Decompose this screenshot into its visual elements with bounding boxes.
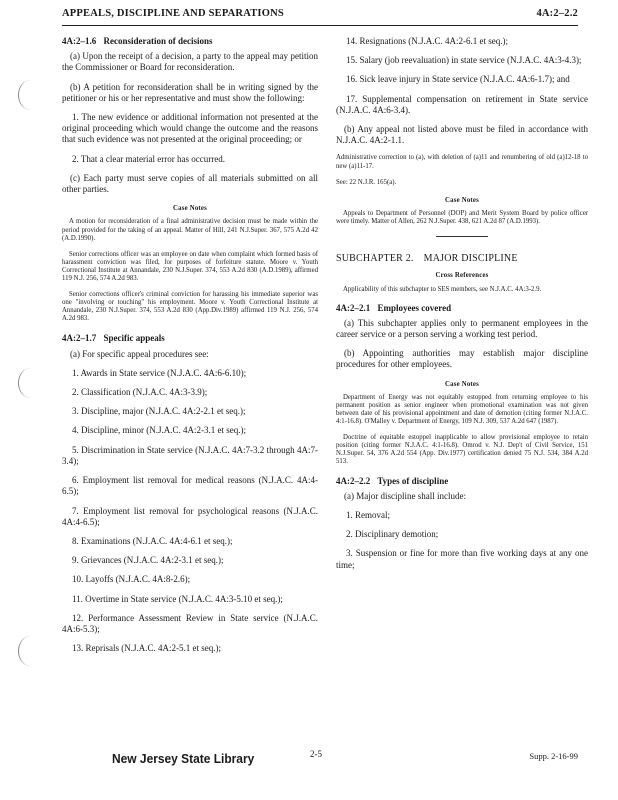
section-divider <box>436 236 488 237</box>
section-title: Employees covered <box>377 302 452 313</box>
list-item: 7. Employment list removal for psychological reasons (N.J.A.C. 4A:4-6.5); <box>62 505 318 527</box>
punch-hole-mark <box>18 80 43 110</box>
section-heading <box>62 333 318 344</box>
paragraph: (c) Each party must serve copies of all materials submitted on all other parties. <box>62 172 318 195</box>
section-title: Specific appeals <box>103 333 165 344</box>
case-notes-title: Case Notes <box>445 380 479 388</box>
case-note: Senior corrections officer was an employee on date when complaint which formed basis of harassment conviction was filed, for purposes of forfeiture statute. Moore v. Youth Correctional Institute at Annandale, 230 N.J.Super. 374, 553 A.2d 830 (A.D.1989), affirmed 119 N.J. 256, 574 A.2d 983. <box>62 250 318 282</box>
paragraph: (b) Appointing authorities may establish major discipline procedures for other employees. <box>336 348 588 370</box>
case-note: A motion for reconsideration of a final administrative decision must be made within the period provided for the taking of an appeal. Matter of Hill, 241 N.J.Super. 367, 575 A.2d 42 (A.D.1990). <box>62 218 318 242</box>
section-heading <box>336 303 588 314</box>
list-item: 3. Discipline, major (N.J.A.C. 4A:2-2.1 et seq.); <box>72 406 246 417</box>
header-section-number: 4A:2–2.2 <box>536 8 578 19</box>
list-item: 2. Disciplinary demotion; <box>346 529 439 540</box>
punch-hole-mark <box>18 368 43 398</box>
list-item: 10. Layoffs (N.J.A.C. 4A:8-2.6); <box>72 574 191 585</box>
administrative-note: Administrative correction to (a), with deletion of (a)11 and renumbering of old (a)12-18 to new (a)11-17. <box>336 154 588 170</box>
section-title: Types of discipline <box>377 475 449 486</box>
left-column <box>62 36 318 662</box>
case-note: Appeals to Department of Personnel (DOP) and Merit System Board by police officer were timely. Matter of Allen, 262 N.J.Super. 438, 621 A.2d 87 (A.D.1993). <box>336 209 588 225</box>
header-rule <box>62 25 578 26</box>
running-header <box>62 8 578 19</box>
list-item: 14. Resignations (N.J.A.C. 4A:2-6.1 et seq.); <box>346 36 508 46</box>
subchapter-label: SUBCHAPTER 2. <box>336 253 414 265</box>
cross-references-title: Cross References <box>435 272 489 280</box>
list-item: 13. Reprisals (N.J.A.C. 4A:2-5.1 et seq.); <box>72 643 221 654</box>
header-title: APPEALS, DISCIPLINE AND SEPARATIONS <box>62 8 284 19</box>
list-item: 4. Discipline, minor (N.J.A.C. 4A:2-3.1 et seq.); <box>72 425 246 436</box>
list-item: 12. Performance Assessment Review in State service (N.J.A.C. 4A:6-5.3); <box>62 612 318 634</box>
case-note: Senior corrections officer's criminal conviction for harassing his immediate superior was one "involving or touching" his employment. Moore v. Youth Correctional Institute at Annandale, 230 N.J.Super. 374, 553 A.2d 830 (App.Div.1989) affirmed 119 N.J. 256, 574 A.2d 983. <box>62 291 318 323</box>
section-heading <box>62 36 318 47</box>
list-item: 1. Removal; <box>346 509 390 520</box>
subchapter-title: MAJOR DISCIPLINE <box>423 253 518 265</box>
case-note: Department of Energy was not equitably estopped from returning employee to his permanent position as senior engineer when promotional examination was not given between date of his provisional appointment and date of demotion (citing former N.J.A.C. 4:1-16.8). O'Malley v. Department of Energy, 109 N.J. 309, 537 A.2d 647 (1987). <box>336 393 588 426</box>
list-item: 1. The new evidence or additional information not presented at the original proceeding which would change the outcome and the reasons that such evidence was not presented at the original proceeding; or <box>62 112 318 145</box>
paragraph: (a) This subchapter applies only to permanent employees in the career service or a person serving a working test period. <box>336 317 588 339</box>
page-number: 2-5 <box>310 749 322 759</box>
list-item: 6. Employment list removal for medical reasons (N.J.A.C. 4A:4-6.5); <box>62 475 318 497</box>
list-item: 9. Grievances (N.J.A.C. 4A:2-3.1 et seq.); <box>72 555 224 566</box>
section-number: 4A:2–2.1 <box>336 302 371 313</box>
list-item: 1. Awards in State service (N.J.A.C. 4A:6-6.10); <box>72 367 247 378</box>
cross-reference: Applicability of this subchapter to SES members, see N.J.A.C. 4A:3-2.9. <box>343 285 542 293</box>
subchapter-heading <box>336 253 588 264</box>
list-item: 8. Examinations (N.J.A.C. 4A:4-6.1 et seq.); <box>72 535 233 546</box>
list-item: 3. Suspension or fine for more than five working days at any one time; <box>336 548 588 570</box>
paragraph: (b) A petition for reconsideration shall be in writing signed by the petitioner or his or her representative and must show the following: <box>62 81 318 103</box>
list-item: 15. Salary (job reevaluation) in state service (N.J.A.C. 4A:3-4.3); <box>346 55 582 66</box>
page-footer <box>62 749 578 773</box>
library-stamp: New Jersey State Library <box>112 751 255 766</box>
section-number: 4A:2–2.2 <box>336 475 371 486</box>
paragraph: (b) Any appeal not listed above must be filed in accordance with N.J.A.C. 4A:2-1.1. <box>336 124 588 146</box>
register-citation: See: 22 N.J.R. 165(a). <box>336 178 397 186</box>
paragraph: (a) Upon the receipt of a decision, a party to the appeal may petition the Commissioner or Board for reconsideration. <box>62 51 318 73</box>
case-note: Doctrine of equitable estoppel inapplicable to allow provisional employee to retain position (citing former N.J.A.C. 4:1-16.8). Omrod v. N.J. Dep't of Civil Service, 151 N.J.Super. 54, 376 A.2d 554 (App. Div.1977) certification denied 75 N.J. 534, 384 A.2d 513. <box>336 434 588 466</box>
section-title: Reconsideration of decisions <box>103 36 213 46</box>
paragraph: (a) For specific appeal procedures see: <box>70 348 209 359</box>
punch-hole-mark <box>18 636 43 666</box>
case-notes-title: Case Notes <box>173 205 207 213</box>
section-heading <box>336 476 588 487</box>
list-item: 5. Discrimination in State service (N.J.A.C. 4A:7-3.2 through 4A:7-3.4); <box>62 444 318 466</box>
section-number: 4A:2–1.6 <box>62 36 97 46</box>
section-number: 4A:2–1.7 <box>62 333 97 344</box>
list-item: 2. That a clear material error has occurred. <box>72 153 225 164</box>
right-column <box>336 36 588 579</box>
list-item: 11. Overtime in State service (N.J.A.C. 4A:3-5.10 et seq.); <box>72 593 283 604</box>
case-notes-title: Case Notes <box>445 196 479 204</box>
list-item: 16. Sick leave injury in State service (N.J.A.C. 4A:6-1.7); and <box>346 74 570 85</box>
paragraph: (a) Major discipline shall include: <box>344 490 466 501</box>
list-item: 2. Classification (N.J.A.C. 4A:3-3.9); <box>72 387 208 398</box>
supplement-date: Supp. 2-16-99 <box>529 751 578 761</box>
list-item: 17. Supplemental compensation on retirement in State service (N.J.A.C. 4A:6-3.4). <box>336 93 588 115</box>
